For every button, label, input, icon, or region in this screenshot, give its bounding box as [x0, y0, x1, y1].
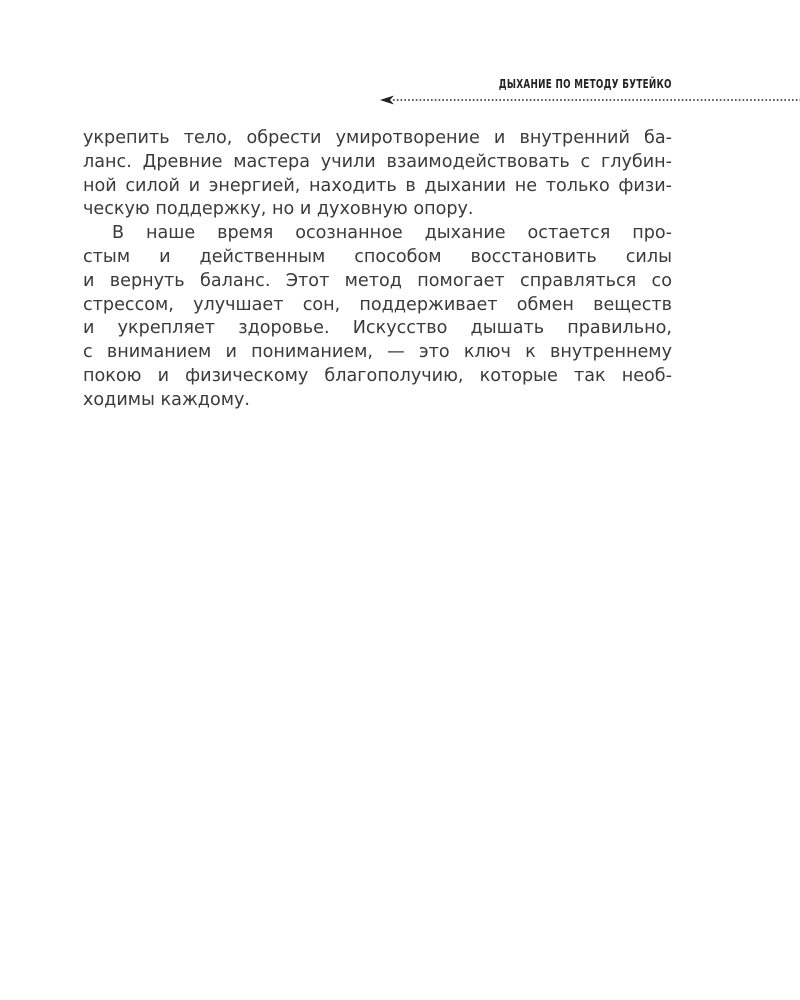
text-line: ческую поддержку, но и духовную опору.	[83, 199, 474, 220]
text-line: стым и действенным способом восстановить силы	[83, 246, 672, 267]
arrow-left-icon	[380, 95, 800, 105]
text-line: ной силой и энергией, находить в дыхании не только физи-	[83, 175, 672, 196]
paragraph-2	[83, 222, 672, 412]
text-line: В наше время осознанное дыхание остается про-	[112, 223, 672, 244]
running-head	[380, 64, 800, 112]
text-line: с вниманием и пониманием, — это ключ к внутреннему	[83, 342, 672, 363]
running-head-title: ДЫХАНИЕ ПО МЕТОДУ БУТЕЙКО	[498, 76, 672, 91]
text-line: покою и физическому благополучию, которые так необ-	[83, 365, 672, 386]
text-line: ланс. Древние мастера учили взаимодействовать с глубин-	[83, 151, 672, 172]
body-text	[83, 127, 672, 413]
text-line: и укрепляет здоровье. Искусство дышать правильно,	[83, 318, 672, 339]
paragraph-1	[83, 127, 672, 222]
text-line: и вернуть баланс. Этот метод помогает справляться со	[83, 270, 672, 291]
text-line: укрепить тело, обрести умиротворение и внутренний ба-	[83, 128, 672, 148]
text-line: ходимы каждому.	[83, 389, 250, 410]
text-line: стрессом, улучшает сон, поддерживает обмен веществ	[83, 294, 672, 315]
